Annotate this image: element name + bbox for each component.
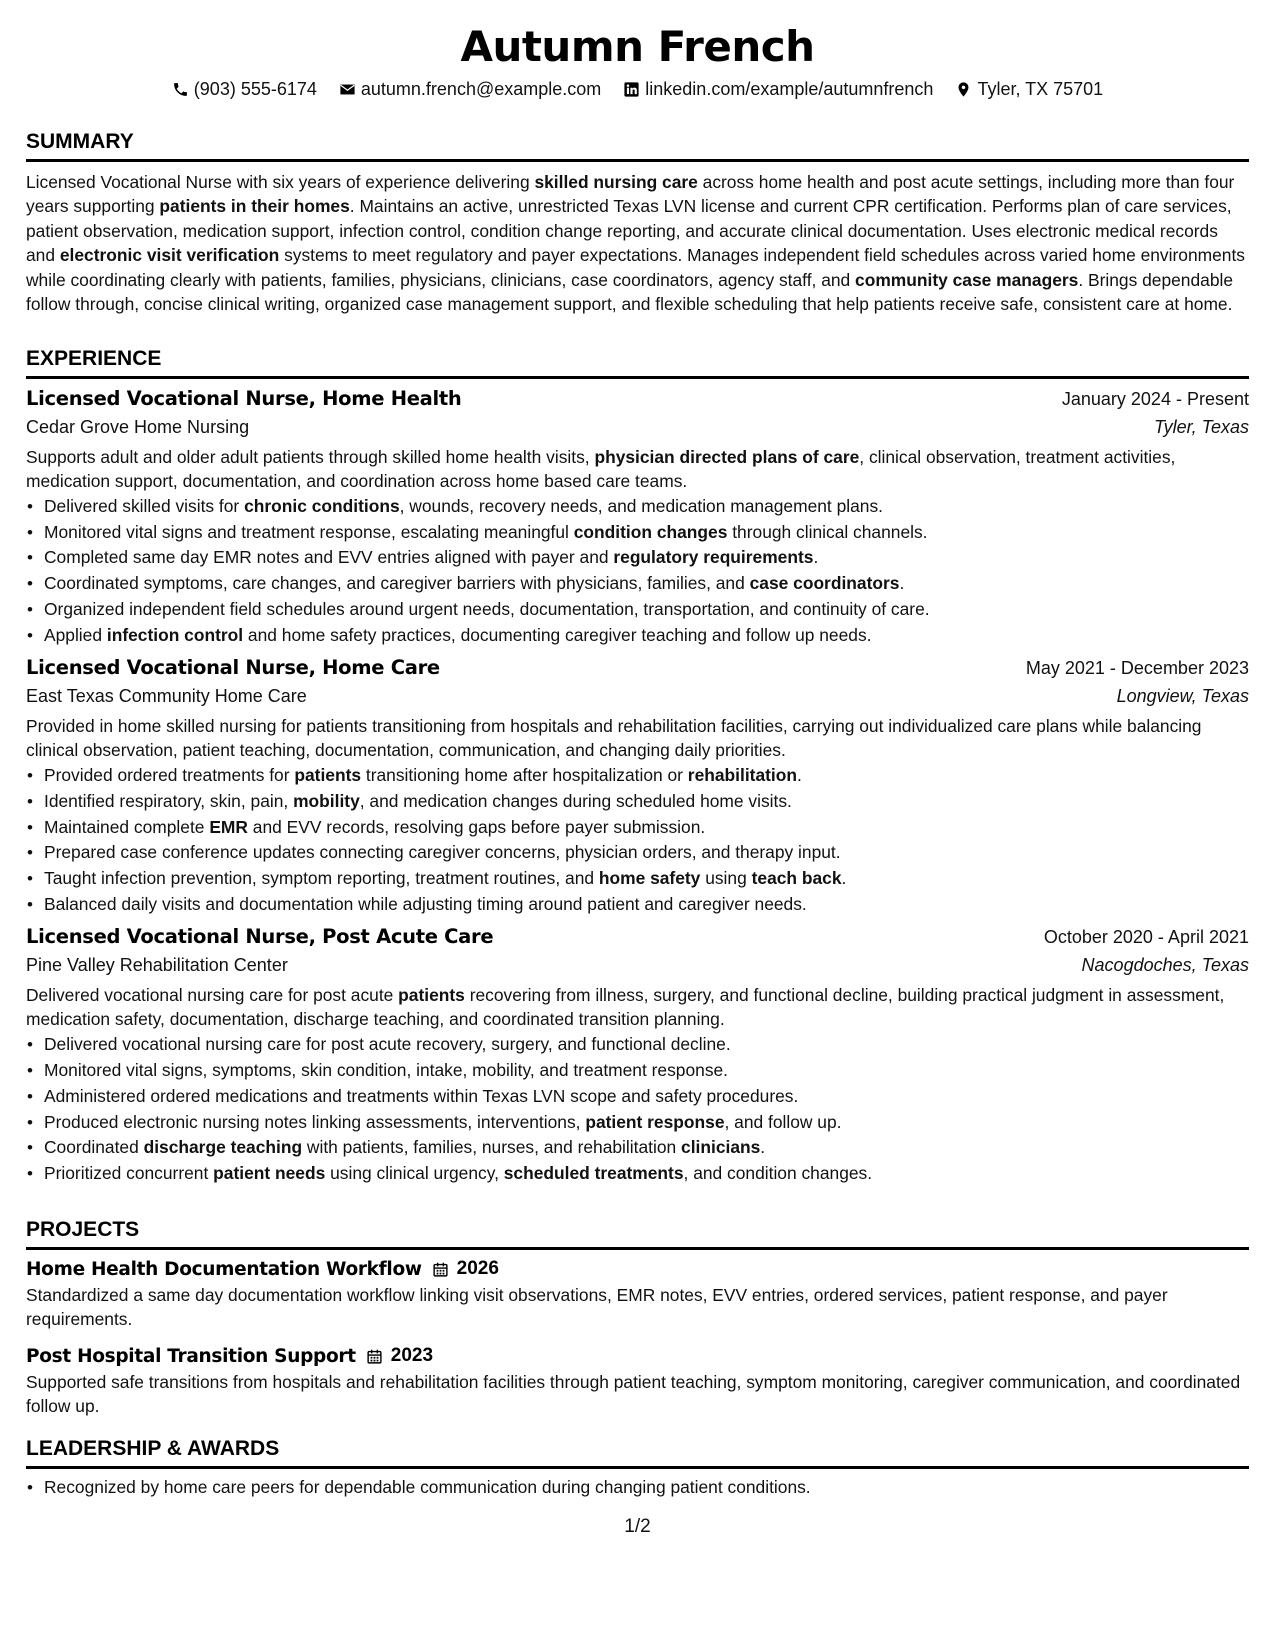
section-title: PROJECTS: [26, 1218, 1249, 1250]
text-run: .: [796, 765, 802, 786]
bullet-item: [26, 866, 1249, 892]
job-dates: October 2020 - April 2021: [1043, 927, 1249, 948]
job-subheader: [26, 955, 1249, 976]
text-run: Completed same day EMR notes and EVV entries aligned with payer and: [44, 547, 614, 568]
bullet-item: [26, 571, 1249, 597]
project-header: [26, 1345, 1249, 1367]
bold-text: patient response: [585, 1111, 725, 1132]
project-entry: [26, 1345, 1249, 1418]
calendar-icon: [366, 1348, 383, 1365]
experience-section: [26, 347, 1249, 1187]
job-entry: [26, 387, 1249, 648]
job-description: [26, 446, 1249, 493]
company-name: Cedar Grove Home Nursing: [26, 417, 250, 437]
contact-line: [0, 79, 1275, 100]
text-run: recovering from illness, surgery, and functional decline, building practical judgment in assessment, medication safety, documentation, discharge teaching, and coordinated transition planning.: [26, 985, 1225, 1029]
project-title: Post Hospital Transition Support: [26, 1345, 356, 1367]
text-run: Balanced daily visits and documentation while adjusting timing around patient and caregiver needs.: [44, 893, 807, 914]
section-title: LEADERSHIP & AWARDS: [26, 1437, 1249, 1469]
text-run: . Brings dependable follow through, concise clinical writing, organized case management support, and flexible scheduling that help patients receive safe, consistent care at home.: [26, 269, 1234, 315]
job-bullets: [26, 1032, 1249, 1186]
job-subheader: [26, 686, 1249, 707]
text-run: Monitored vital signs and treatment response, escalating meaningful: [44, 521, 574, 542]
bold-text: rehabilitation: [687, 765, 797, 786]
project-description: Standardized a same day documentation workflow linking visit observations, EMR notes, EVV entries, ordered services, patient response, and payer requirements.: [26, 1285, 1168, 1329]
bold-text: skilled nursing care: [534, 172, 698, 192]
project-year-text: 2026: [456, 1258, 499, 1279]
text-run: .: [813, 547, 819, 568]
text-run: and EVV records, resolving gaps before payer submission.: [247, 816, 706, 837]
job-location: Nacogdoches, Texas: [1081, 955, 1249, 976]
job-subheader: [26, 417, 1249, 438]
bullet-item: [26, 1161, 1249, 1187]
bold-text: EMR: [209, 816, 248, 837]
text-run: , wounds, recovery needs, and medication management plans.: [399, 496, 883, 516]
text-run: Applied: [44, 624, 107, 645]
summary-text: [26, 170, 1249, 316]
project-title: Home Health Documentation Workflow: [26, 1258, 422, 1280]
bold-text: condition changes: [573, 521, 728, 542]
section-title: SUMMARY: [26, 130, 1249, 162]
text-run: systems to meet regulatory and payer expectations. Manages independent field schedules across varied home environments while coordinating clearly with patients, families, physicians, clinicians, case coordinators, agency staff, and: [26, 245, 1245, 290]
text-run: , clinical observation, treatment activities, medication support, documentation, and coordination across home based care teams.: [26, 447, 1176, 491]
summary-section: [26, 130, 1249, 316]
bold-text: scheduled treatments: [503, 1162, 684, 1183]
leadership-section: [26, 1437, 1249, 1501]
job-bullets: [26, 494, 1249, 648]
company-name: East Texas Community Home Care: [26, 686, 307, 707]
text-run: Licensed Vocational Nurse with six years of experience delivering: [26, 172, 535, 192]
job-bullets: [26, 763, 1249, 917]
text-run: transitioning home after hospitalization or: [361, 765, 688, 786]
job-entry: [26, 656, 1249, 917]
job-title: Licensed Vocational Nurse, Home Health: [26, 387, 462, 410]
bold-text: physician directed plans of care: [594, 447, 860, 467]
company-name: Pine Valley Rehabilitation Center: [26, 955, 288, 976]
linkedin-icon: [623, 81, 640, 98]
text-run: Organized independent field schedules around urgent needs, documentation, transportation, and continuity of care.: [44, 598, 930, 619]
text-run: , and condition changes.: [683, 1162, 873, 1183]
text-run: .: [841, 868, 847, 889]
contact-phone[interactable]: [172, 79, 317, 100]
bullet-item: [26, 1135, 1249, 1161]
phone-text: (903) 555-6174: [193, 79, 317, 99]
text-run: Delivered skilled visits for: [44, 496, 245, 516]
job-header: [26, 656, 1249, 679]
text-run: Supports adult and older adult patients through skilled home health visits,: [26, 447, 595, 467]
bold-text: patients: [398, 985, 465, 1006]
text-run: .: [899, 573, 905, 594]
bold-text: clinicians: [681, 1137, 761, 1158]
contact-email[interactable]: [339, 79, 601, 100]
text-run: using clinical urgency,: [325, 1162, 504, 1183]
bold-text: chronic conditions: [244, 496, 400, 516]
project-header: [26, 1258, 1249, 1280]
page-number: 1/2: [624, 1516, 651, 1537]
bullet-item: [26, 597, 1249, 623]
section-title: EXPERIENCE: [26, 347, 1249, 379]
text-run: .: [760, 1137, 766, 1158]
bullet-item: [26, 840, 1249, 866]
bullet-item: [26, 623, 1249, 649]
text-run: with patients, families, nurses, and rehabilitation: [302, 1137, 682, 1158]
linkedin-text: linkedin.com/example/autumnfrench: [645, 79, 934, 99]
envelope-icon: [339, 81, 356, 98]
bullet-item: [26, 520, 1249, 546]
text-run: Taught infection prevention, symptom reporting, treatment routines, and: [44, 868, 599, 889]
project-description: Supported safe transitions from hospitals and rehabilitation facilities through patient teaching, symptom monitoring, caregiver communication, and coordinated follow up.: [26, 1372, 1241, 1416]
bullet-item: • Recognized by home care peers for dependable communication during changing patient conditions.: [26, 1475, 1249, 1501]
bold-text: patients in their homes: [159, 196, 350, 217]
job-list: [26, 387, 1249, 1187]
text-run: , and medication changes during scheduled home visits.: [359, 790, 792, 811]
project-year: [366, 1345, 433, 1367]
bullet-item: [26, 1058, 1249, 1084]
job-header: [26, 387, 1249, 410]
text-run: Coordinated symptoms, care changes, and caregiver barriers with physicians, families, and: [44, 573, 750, 594]
bold-text: community case managers: [855, 269, 1079, 290]
text-run: Maintained complete: [44, 816, 210, 837]
contact-location: [955, 79, 1103, 100]
bold-text: regulatory requirements: [613, 547, 814, 568]
job-title: Licensed Vocational Nurse, Home Care: [26, 656, 440, 680]
bullet-item: [26, 1110, 1249, 1136]
job-dates: January 2024 - Present: [1061, 389, 1249, 409]
bullet-item: [26, 892, 1249, 918]
text-run: Monitored vital signs, symptoms, skin condition, intake, mobility, and treatment response.: [44, 1060, 729, 1081]
project-entry: [26, 1258, 1249, 1331]
bold-text: home safety: [598, 868, 701, 889]
text-run: Delivered vocational nursing care for post acute recovery, surgery, and functional decline.: [44, 1034, 731, 1055]
text-run: , and follow up.: [724, 1111, 842, 1132]
candidate-name: Autumn French: [460, 22, 815, 71]
calendar-icon: [432, 1261, 449, 1278]
phone-icon: [172, 81, 189, 98]
bullet-item: [26, 494, 1249, 520]
bold-text: case coordinators: [749, 573, 900, 594]
text-run: Identified respiratory, skin, pain,: [44, 790, 294, 811]
job-entry: [26, 925, 1249, 1186]
leadership-list: [26, 1475, 1249, 1501]
bold-text: electronic visit verification: [59, 245, 280, 266]
job-title: Licensed Vocational Nurse, Post Acute Care: [26, 925, 494, 949]
bullet-item: [26, 789, 1249, 815]
job-location: Longview, Texas: [1116, 686, 1249, 707]
project-year-text: 2023: [390, 1345, 434, 1366]
contact-linkedin[interactable]: [623, 79, 933, 100]
job-description: [26, 715, 1249, 762]
bullet-item: [26, 1084, 1249, 1110]
bullet-item: [26, 763, 1249, 789]
project-year: [432, 1258, 499, 1280]
text-run: through clinical channels.: [727, 521, 928, 542]
text-run: and home safety practices, documenting caregiver teaching and follow up needs.: [243, 624, 872, 645]
text-run: Provided in home skilled nursing for patients transitioning from hospitals and rehabilitation facilities, carrying out individualized care plans while balancing clinical observation, patient teaching, documentation, communication, and changing daily priorities.: [26, 716, 1202, 760]
job-description: [26, 984, 1249, 1031]
bullet-item: [26, 1032, 1249, 1058]
bold-text: patients: [294, 765, 362, 786]
job-header: [26, 925, 1249, 948]
map-pin-icon: [955, 81, 972, 98]
text-run: Delivered vocational nursing care for post acute: [26, 985, 399, 1006]
bold-text: patient needs: [213, 1162, 326, 1183]
email-text: autumn.french@example.com: [360, 79, 602, 99]
bold-text: discharge teaching: [143, 1137, 303, 1158]
bold-text: teach back: [751, 868, 842, 889]
bullet-item: [26, 545, 1249, 571]
text-run: Administered ordered medications and treatments within Texas LVN scope and safety procedures.: [44, 1085, 799, 1106]
bold-text: infection control: [106, 624, 244, 645]
job-dates: May 2021 - December 2023: [1025, 658, 1249, 679]
project-list: [26, 1258, 1249, 1418]
text-run: Prepared case conference updates connecting caregiver concerns, physician orders, and therapy input.: [44, 842, 841, 863]
bold-text: mobility: [293, 790, 360, 811]
text-run: Provided ordered treatments for: [44, 765, 295, 786]
text-run: Produced electronic nursing notes linking assessments, interventions,: [44, 1111, 586, 1132]
bullet-item: [26, 815, 1249, 841]
job-location: Tyler, Texas: [1153, 417, 1249, 437]
projects-section: [26, 1218, 1249, 1418]
text-run: using: [700, 868, 752, 889]
location-text: Tyler, TX 75701: [977, 79, 1104, 99]
text-run: Prioritized concurrent: [44, 1162, 214, 1183]
text-run: across home health and post acute settings, including more than four years supporting: [26, 172, 1235, 217]
text-run: . Maintains an active, unrestricted Texas LVN license and current CPR certification. Performs plan of care services, patient observation, medication support, infection control, condition change reporting, and accurate clinical documentation. Uses electronic medical records and: [26, 196, 1232, 266]
text-run: Coordinated: [44, 1137, 144, 1158]
